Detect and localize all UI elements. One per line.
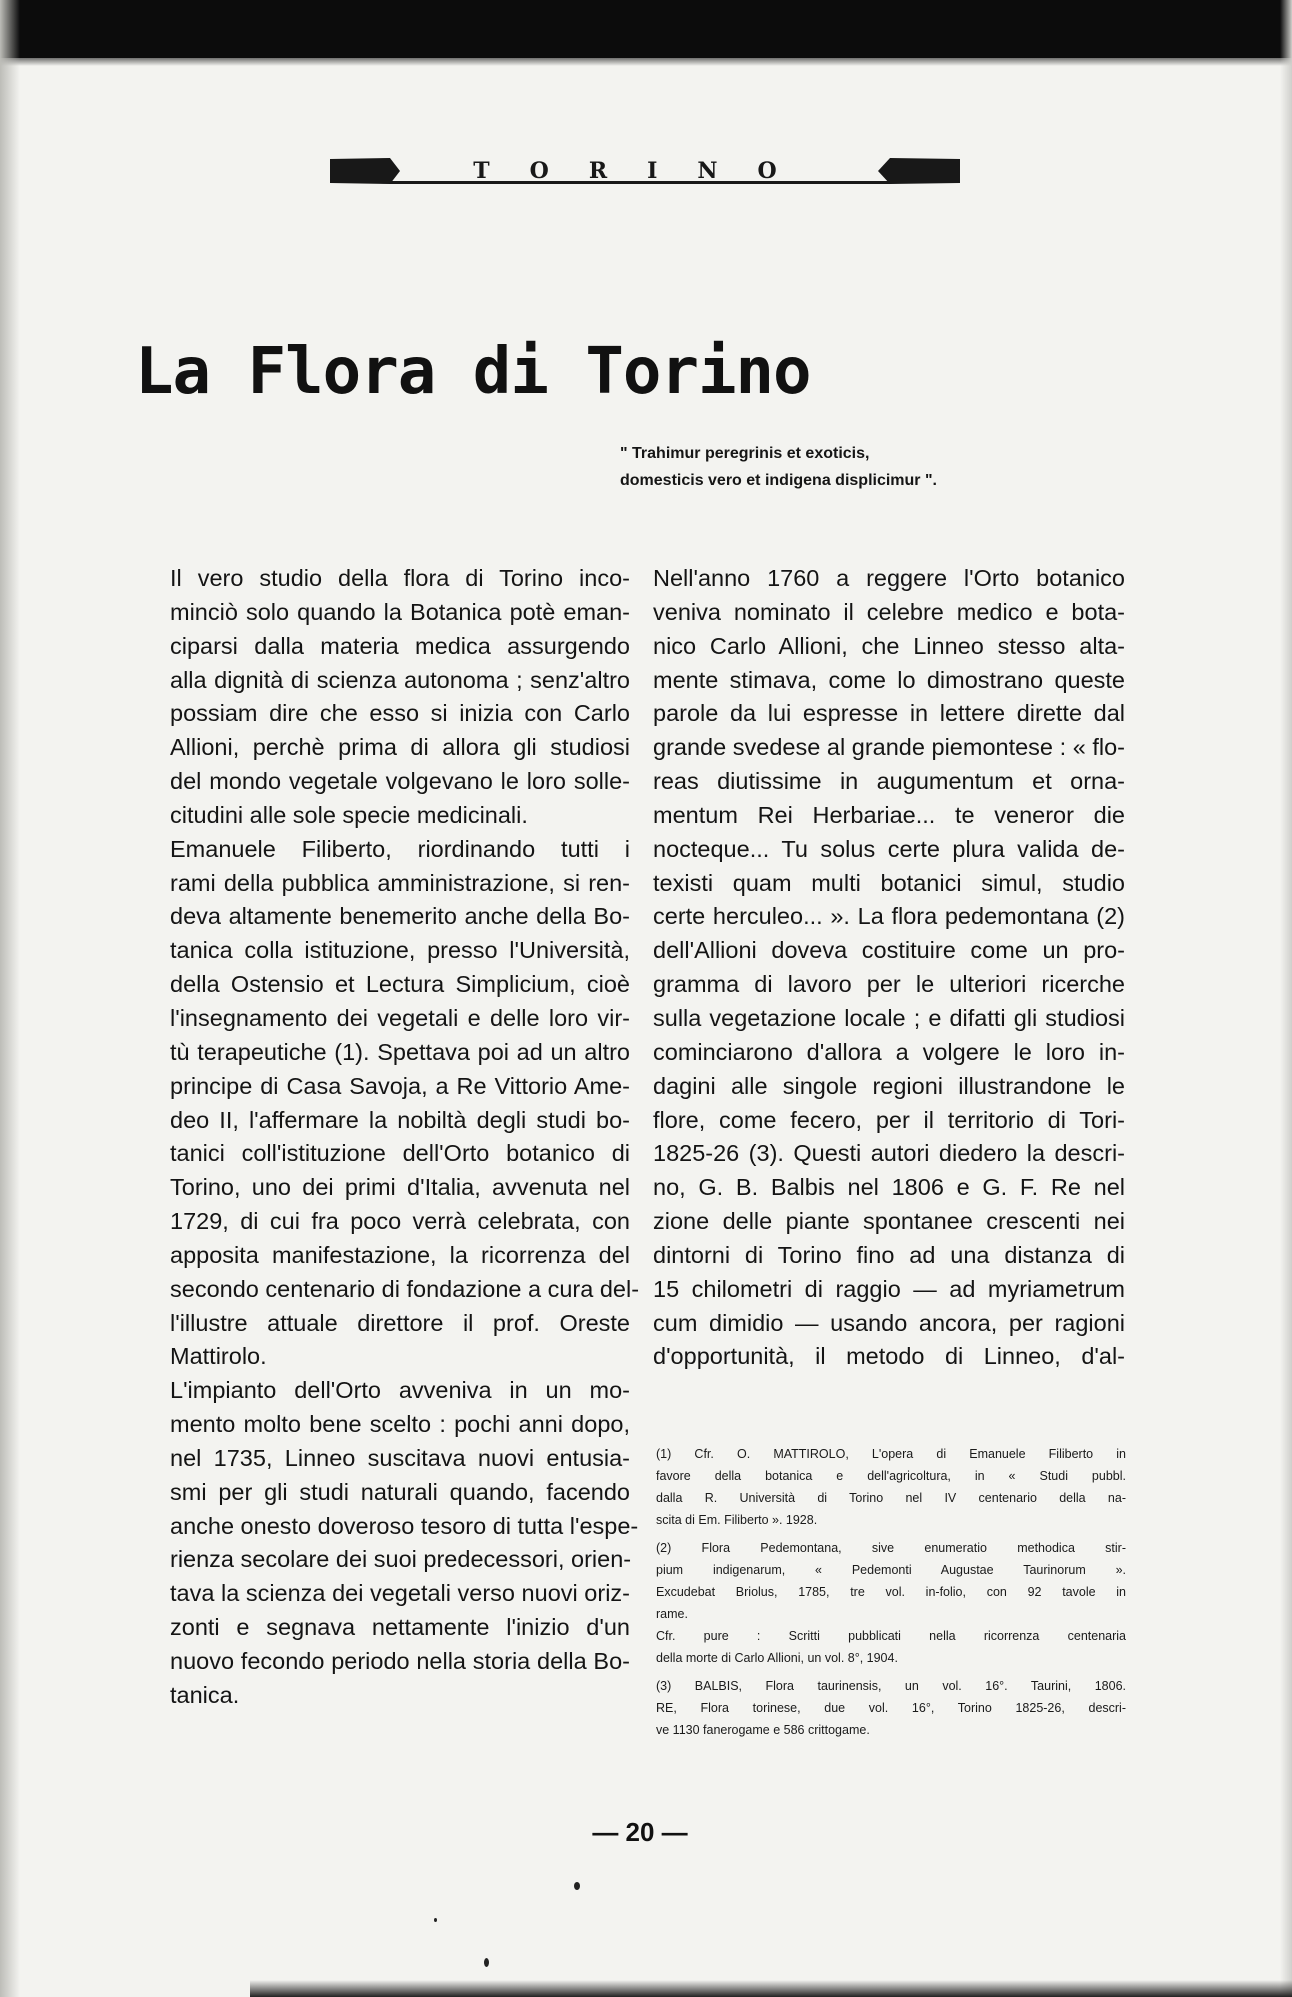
text-line: mento molto bene scelto : pochi anni dopo, bbox=[170, 1411, 630, 1438]
text-line: l'illustre attuale direttore il prof. Oreste bbox=[170, 1309, 630, 1336]
text-line: apposita manifestazione, la ricorrenza del bbox=[170, 1241, 630, 1268]
text-line: Allioni, perchè prima di allora gli studiosi bbox=[170, 734, 630, 761]
text-line: nico Carlo Allioni, che Linneo stesso alta- bbox=[653, 632, 1125, 659]
text-line: tanica colla istituzione, presso l'Università, bbox=[170, 937, 630, 964]
text-line: rienza secolare dei suoi predecessori, orien- bbox=[170, 1546, 632, 1573]
text-line: minciò solo quando la Botanica potè eman- bbox=[170, 598, 630, 625]
text-line: del mondo vegetale volgevano le loro solle- bbox=[170, 768, 630, 795]
footnote bbox=[656, 1537, 1126, 1669]
text-line: parole da lui espresse in lettere dirette dal bbox=[653, 700, 1125, 727]
text-line: Torino, uno dei primi d'Italia, avvenuta nel bbox=[170, 1174, 630, 1201]
text-line: nocteque... Tu solus certe plura valida de- bbox=[653, 835, 1125, 862]
text-line: flore, come fecero, per il territorio di Tori- bbox=[653, 1106, 1125, 1133]
text-line: tù terapeutiche (1). Spettava poi ad un altro bbox=[170, 1038, 630, 1065]
footnote-line: (3) BALBIS, Flora taurinensis, un vol. 16°. Taurini, 1806. bbox=[656, 1679, 1126, 1693]
text-line: citudini alle sole specie medicinali. bbox=[170, 801, 528, 828]
text-line: d'opportunità, il metodo di Linneo, d'al- bbox=[653, 1343, 1125, 1370]
text-line: rami della pubblica amministrazione, si ren- bbox=[170, 869, 630, 896]
text-line: zonti e segnava nettamente l'inizio d'un bbox=[170, 1614, 630, 1641]
text-line: Nell'anno 1760 a reggere l'Orto botanico bbox=[653, 565, 1125, 591]
footnote-line: rame. bbox=[656, 1607, 688, 1621]
text-line: sulla vegetazione locale ; e difatti gli studiosi bbox=[653, 1004, 1125, 1031]
text-line: smi per gli studi naturali quando, facendo bbox=[170, 1478, 630, 1505]
article-title: La Flora di Torino bbox=[135, 335, 811, 409]
text-line: dintorni di Torino fino ad una distanza di bbox=[653, 1241, 1125, 1268]
speck bbox=[484, 1958, 489, 1967]
footnote-line: ve 1130 fanerogame e 586 crittogame. bbox=[656, 1723, 870, 1737]
text-line: tanici coll'istituzione dell'Orto botanico di bbox=[170, 1140, 630, 1167]
text-line: texisti quam multi botanici simul, studio bbox=[653, 869, 1125, 896]
page-number: — 20 — bbox=[592, 1817, 688, 1847]
footnote-line: pium indigenarum, « Pedemonti Augustae Taurinorum ». bbox=[656, 1563, 1126, 1577]
footnote-line: RE, Flora torinese, due vol. 16°, Torino 1825-26, descri- bbox=[656, 1701, 1126, 1715]
scan-edge-shadow bbox=[0, 52, 1292, 66]
text-line: tava la scienza dei vegetali verso nuovi oriz- bbox=[170, 1580, 630, 1607]
footnote-line: Cfr. pure : Scritti pubblicati nella ricorrenza centenaria bbox=[656, 1629, 1126, 1643]
text-line: reas diutissime in augumentum et orna- bbox=[653, 768, 1125, 795]
footnote bbox=[656, 1443, 1126, 1531]
text-line: nel 1735, Linneo suscitava nuovi entusia- bbox=[170, 1444, 630, 1471]
text-line: certe herculeo... ». La flora pedemontana (2) bbox=[653, 903, 1125, 930]
text-line: anche onesto doveroso tesoro di tutta l'espe- bbox=[170, 1512, 639, 1539]
footnotes bbox=[656, 1443, 1126, 1741]
speck bbox=[434, 1918, 437, 1922]
footnote bbox=[656, 1675, 1126, 1741]
footnote-line: (1) Cfr. O. MATTIROLO, L'opera di Emanuele Filiberto in bbox=[656, 1447, 1126, 1461]
text-line: tanica. bbox=[170, 1681, 240, 1708]
text-line: veniva nominato il celebre medico e bota- bbox=[653, 598, 1125, 625]
text-line: dell'Allioni doveva costituire come un pro- bbox=[653, 937, 1125, 964]
text-line: gramma di lavoro per le ulteriori ricerche bbox=[653, 971, 1125, 998]
text-line: della Ostensio et Lectura Simplicium, cioè bbox=[170, 971, 630, 998]
text-line: possiam dire che esso si inizia con Carlo bbox=[170, 700, 630, 727]
text-line: mente stimava, come lo dimostrano queste bbox=[653, 666, 1125, 693]
scan-edge-left bbox=[0, 0, 20, 1997]
text-line: cominciarono d'allora a volgere le loro in- bbox=[653, 1038, 1125, 1065]
left-column bbox=[170, 562, 640, 1713]
footnote-line: (2) Flora Pedemontana, sive enumeratio methodica stir- bbox=[656, 1541, 1126, 1555]
text-line: nuovo fecondo periodo nella storia della Bo- bbox=[170, 1648, 630, 1674]
text-line: zione delle piante spontanee crescenti nei bbox=[653, 1208, 1125, 1235]
banner-text: TORINO bbox=[473, 158, 817, 184]
text-line: principe di Casa Savoja, a Re Vittorio Ame- bbox=[170, 1072, 630, 1099]
footnote-line: della morte di Carlo Allioni, un vol. 8°, 1904. bbox=[656, 1651, 898, 1665]
text-line: l'insegnamento dei vegetali e delle loro vir- bbox=[170, 1004, 630, 1031]
footnote-line: dalla R. Università di Torino nel IV centenario della na- bbox=[656, 1491, 1126, 1505]
speck bbox=[574, 1882, 580, 1890]
scan-edge-right bbox=[1280, 0, 1292, 1997]
text-line: secondo centenario di fondazione a cura del- bbox=[170, 1275, 640, 1302]
scan-edge-top bbox=[0, 0, 1292, 58]
footnote-line: Excudebat Briolus, 1785, tre vol. in-folio, con 92 tavole in bbox=[656, 1585, 1126, 1599]
text-line: mentum Rei Herbariae... te veneror die bbox=[653, 801, 1125, 828]
text-line: dagini alle singole regioni illustrandone le bbox=[653, 1072, 1125, 1099]
epigraph-line: " Trahimur peregrinis et exoticis, bbox=[620, 445, 870, 462]
text-line: Il vero studio della flora di Torino inco- bbox=[170, 565, 630, 591]
text-line: 1729, di cui fra poco verrà celebrata, con bbox=[170, 1208, 630, 1235]
text-line: deva altamente benemerito anche della Bo- bbox=[170, 903, 630, 930]
text-line: deo II, l'affermare la nobiltà degli studi bo- bbox=[170, 1106, 630, 1133]
epigraph bbox=[620, 440, 1180, 494]
text-line: Mattirolo. bbox=[170, 1343, 267, 1370]
text-line: L'impianto dell'Orto avveniva in un mo- bbox=[170, 1377, 630, 1404]
text-line: 15 chilometri di raggio — ad myriametrum bbox=[653, 1275, 1125, 1302]
right-column bbox=[653, 562, 1125, 1374]
scan-edge-bottom bbox=[250, 1980, 1292, 1997]
footnote-line: scita di Em. Filiberto ». 1928. bbox=[656, 1513, 818, 1527]
footnote-line: favore della botanica e dell'agricoltura, in « Studi pubbl. bbox=[656, 1469, 1126, 1483]
text-line: 1825-26 (3). Questi autori diedero la descri- bbox=[653, 1140, 1125, 1167]
text-line: alla dignità di scienza autonoma ; senz'altro bbox=[170, 666, 630, 693]
epigraph-line: domesticis vero et indigena displicimur ". bbox=[620, 472, 937, 489]
text-line: no, G. B. Balbis nel 1806 e G. F. Re nel bbox=[653, 1174, 1125, 1201]
text-line: ciparsi dalla materia medica assurgendo bbox=[170, 632, 630, 659]
text-line: grande svedese al grande piemontese : « flo- bbox=[653, 734, 1125, 761]
header-banner bbox=[330, 155, 960, 187]
text-line: Emanuele Filiberto, riordinando tutti i bbox=[170, 835, 630, 862]
text-line: cum dimidio — usando ancora, per ragioni bbox=[653, 1309, 1125, 1336]
